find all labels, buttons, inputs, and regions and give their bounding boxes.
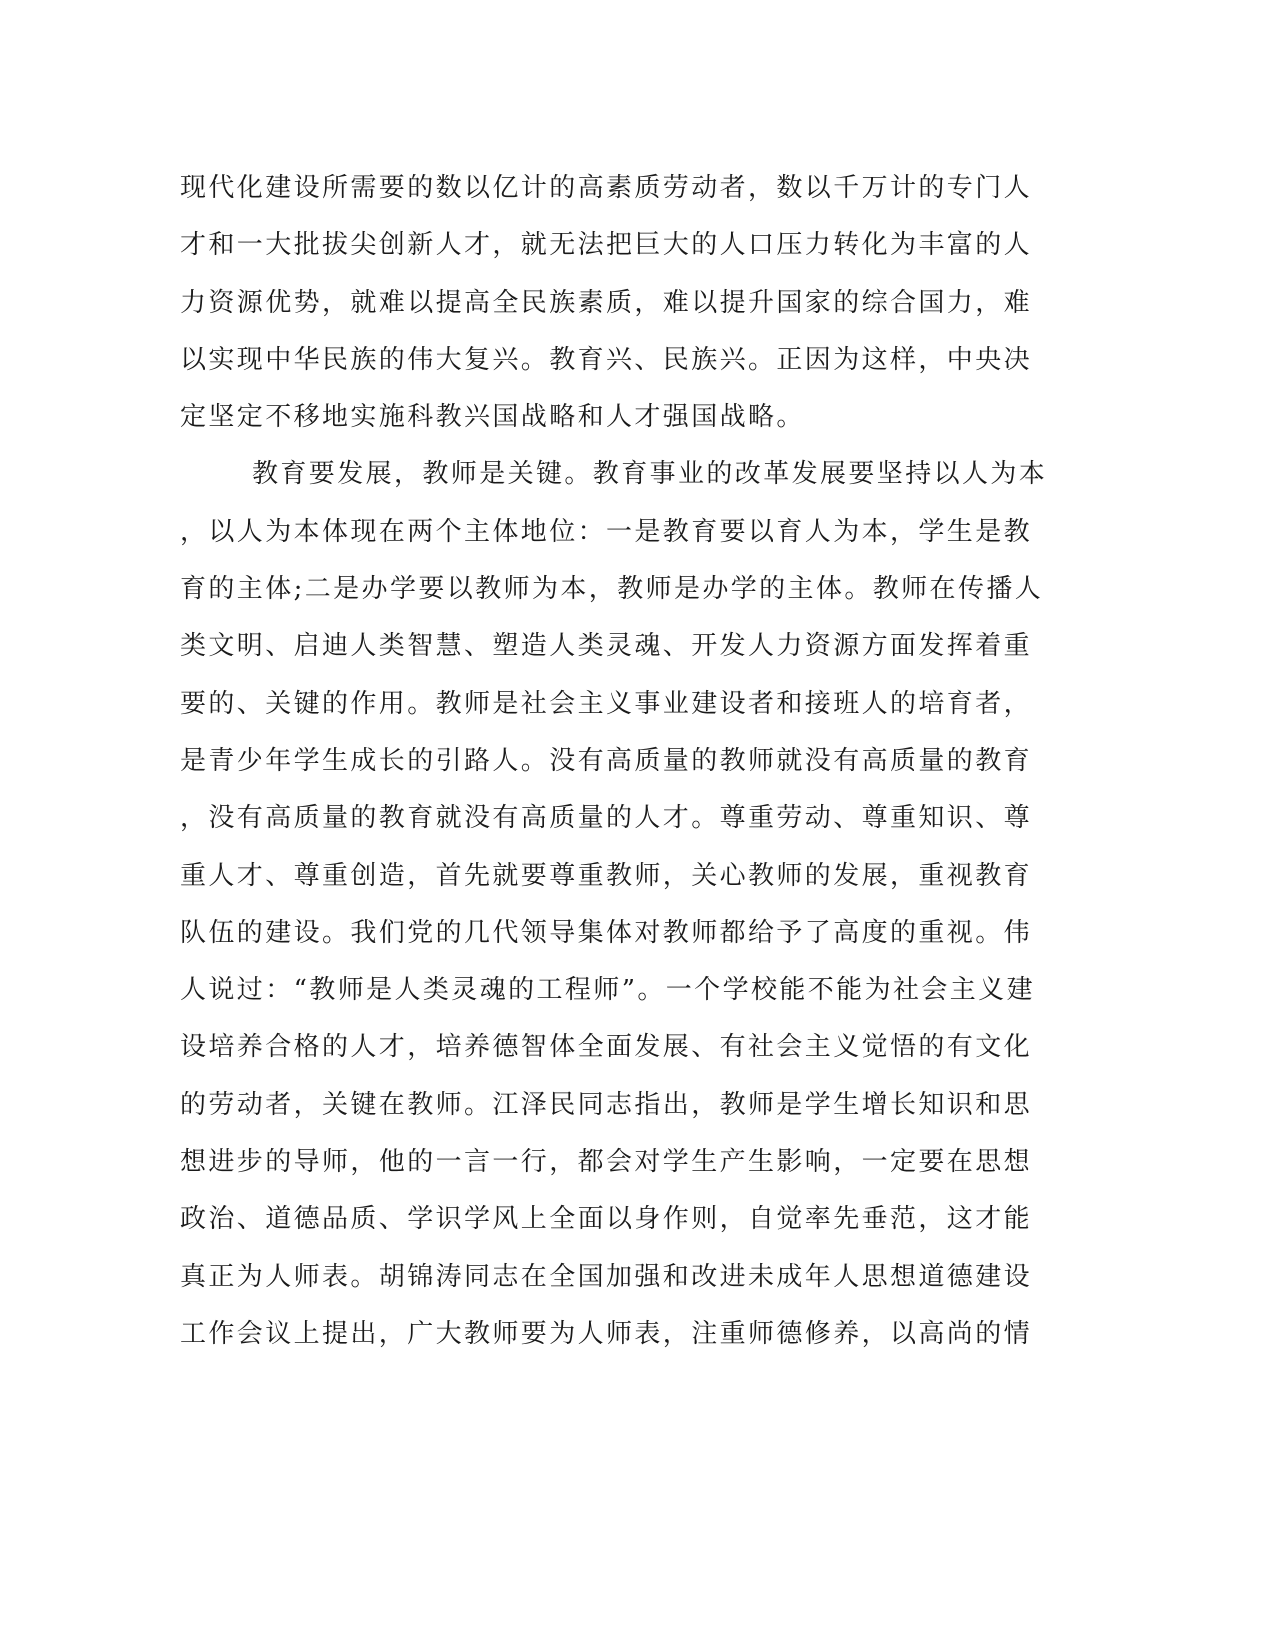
text-line: 想进步的导师，他的一言一行，都会对学生产生影响，一定要在思想 <box>180 1147 1033 1178</box>
text-line: 队伍的建设。我们党的几代领导集体对教师都给予了高度的重视。伟 <box>180 917 1033 948</box>
text-line: 设培养合格的人才，培养德智体全面发展、有社会主义觉悟的有文化 <box>180 1032 1033 1063</box>
text-line: 真正为人师表。胡锦涛同志在全国加强和改进未成年人思想道德建设 <box>180 1261 1033 1292</box>
text-line: 重人才、尊重创造，首先就要尊重教师，关心教师的发展，重视教育 <box>180 860 1033 891</box>
text-line: 的劳动者，关键在教师。江泽民同志指出，教师是学生增长知识和思 <box>180 1089 1033 1120</box>
text-line: 定坚定不移地实施科教兴国战略和人才强国战略。 <box>180 402 805 433</box>
text-line: 现代化建设所需要的数以亿计的高素质劳动者，数以千万计的专门人 <box>180 173 1033 203</box>
paragraph-first-line: 教育要发展，教师是关键。教育事业的改革发展要坚持以人为本 <box>252 459 1048 490</box>
text-line: 才和一大批拔尖创新人才，就无法把巨大的人口压力转化为丰富的人 <box>180 230 1033 261</box>
body-text <box>180 160 1048 1363</box>
text-line: 人说过：“教师是人类灵魂的工程师”。一个学校能不能为社会主义建 <box>180 975 1035 1006</box>
text-line: 以实现中华民族的伟大复兴。教育兴、民族兴。正因为这样，中央决 <box>180 344 1033 375</box>
text-line: 力资源优势，就难以提高全民族素质，难以提升国家的综合国力，难 <box>180 287 1033 318</box>
text-line: 类文明、启迪人类智慧、塑造人类灵魂、开发人力资源方面发挥着重 <box>180 631 1033 662</box>
text-line: 是青少年学生成长的引路人。没有高质量的教师就没有高质量的教育 <box>180 745 1033 776</box>
text-line: 政治、道德品质、学识学风上全面以身作则，自觉率先垂范，这才能 <box>180 1204 1033 1235</box>
text-line: 要的、关键的作用。教师是社会主义事业建设者和接班人的培育者， <box>180 688 1033 719</box>
text-line: ，以人为本体现在两个主体地位：一是教育要以育人为本，学生是教 <box>180 516 1033 547</box>
text-line: 工作会议上提出，广大教师要为人师表，注重师德修养，以高尚的情 <box>180 1318 1033 1349</box>
text-line: ，没有高质量的教育就没有高质量的人才。尊重劳动、尊重知识、尊 <box>180 803 1033 834</box>
text-line: 育的主体;二是办学要以教师为本，教师是办学的主体。教师在传播人 <box>180 574 1044 605</box>
